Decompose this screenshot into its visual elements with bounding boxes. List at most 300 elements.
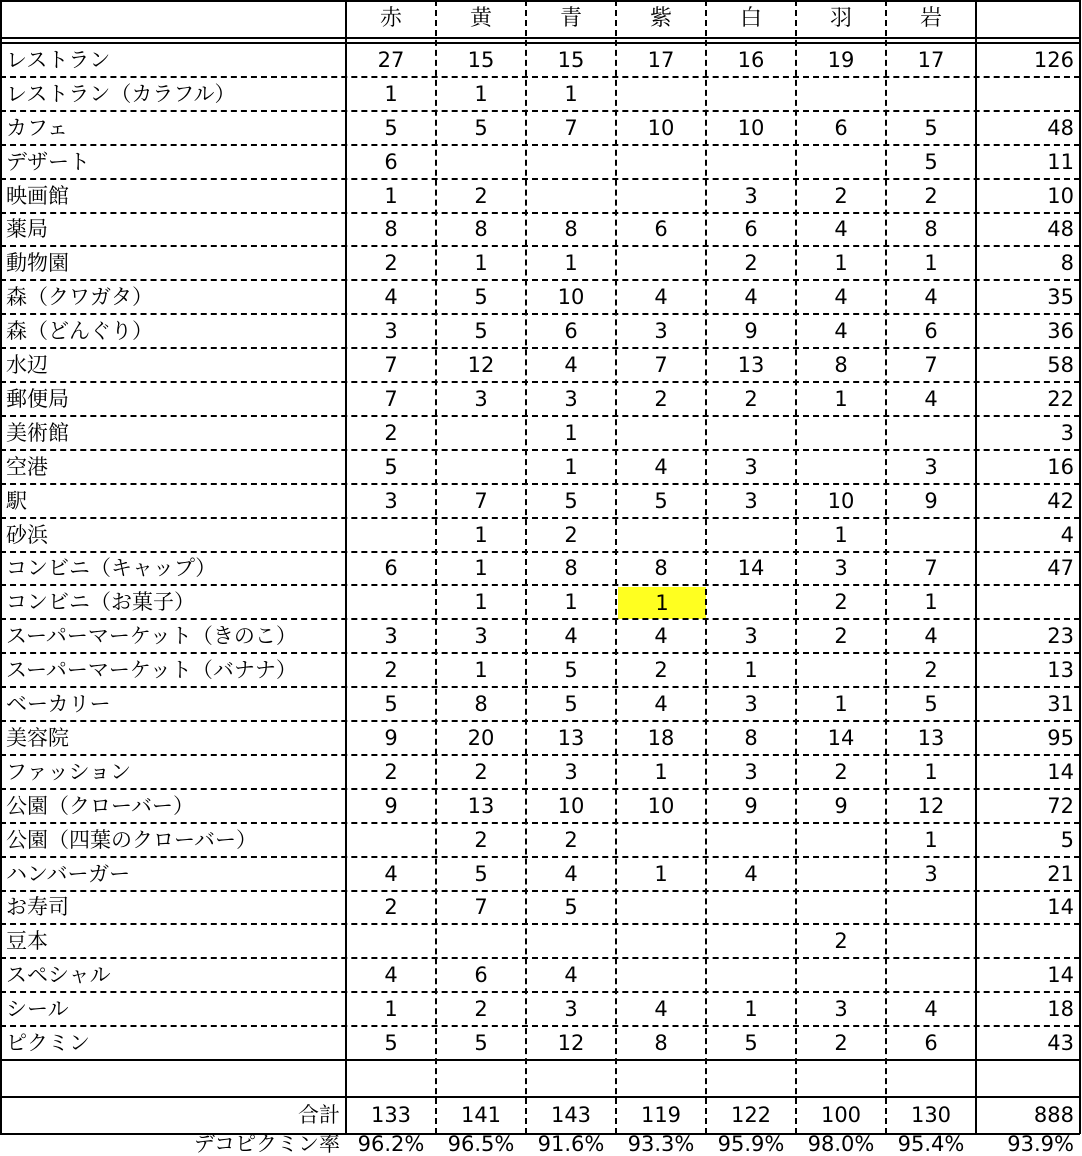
value-cell[interactable] (706, 518, 796, 552)
value-cell[interactable]: 1 (474, 657, 488, 682)
summary-value-cell[interactable]: 96.2% (357, 1132, 425, 1156)
grid-line-horizontal (0, 551, 1080, 553)
value-cell[interactable]: 5 (654, 488, 668, 513)
value-cell[interactable]: 8 (474, 691, 488, 716)
value-cell[interactable]: 2 (474, 996, 488, 1021)
value-cell[interactable]: 13 (467, 793, 495, 818)
value-cell[interactable]: 1 (654, 861, 668, 886)
row-total-cell[interactable]: 16 (1047, 454, 1074, 479)
value-cell[interactable]: 13 (737, 352, 765, 377)
value-cell[interactable] (436, 924, 526, 958)
row-total-cell[interactable]: 4 (1060, 522, 1074, 547)
value-cell[interactable]: 8 (654, 1030, 668, 1055)
value-cell[interactable]: 1 (924, 250, 938, 275)
row-total-cell[interactable]: 5 (1060, 827, 1074, 852)
value-cell[interactable]: 5 (474, 284, 488, 309)
value-cell[interactable]: 18 (647, 725, 675, 750)
grid-line-horizontal (0, 37, 1080, 39)
value-cell[interactable]: 2 (834, 623, 848, 648)
value-cell[interactable]: 2 (474, 827, 488, 852)
value-cell[interactable]: 12 (557, 1030, 585, 1055)
value-cell[interactable] (886, 416, 976, 450)
row-total-cell[interactable]: 31 (1047, 691, 1074, 716)
value-cell[interactable]: 4 (654, 454, 668, 479)
summary-value-cell[interactable]: 130 (910, 1103, 952, 1127)
value-cell[interactable]: 1 (474, 81, 488, 106)
header-color-cell[interactable]: 白 (739, 6, 762, 31)
value-cell[interactable]: 4 (564, 861, 578, 886)
value-cell[interactable]: 4 (834, 318, 848, 343)
value-cell[interactable] (436, 145, 526, 179)
value-cell[interactable]: 7 (384, 352, 398, 377)
row-total-cell[interactable]: 22 (1047, 386, 1074, 411)
value-cell[interactable]: 9 (924, 488, 938, 513)
row-label-cell[interactable]: レストラン (6, 47, 111, 72)
summary-value-cell[interactable]: 100 (820, 1103, 862, 1127)
value-cell[interactable] (616, 179, 706, 213)
value-cell[interactable]: 4 (834, 284, 848, 309)
value-cell[interactable]: 5 (384, 1030, 398, 1055)
value-cell[interactable]: 3 (924, 861, 938, 886)
summary-value-cell[interactable]: 122 (730, 1103, 772, 1127)
header-color-cell[interactable]: 羽 (829, 6, 852, 31)
value-cell[interactable]: 7 (924, 556, 938, 580)
value-cell[interactable]: 16 (737, 47, 765, 72)
row-label-cell[interactable]: スーパーマーケット（バナナ） (6, 657, 297, 682)
value-cell[interactable]: 4 (564, 962, 578, 987)
value-cell[interactable] (706, 924, 796, 958)
row-label-cell[interactable]: コンビニ（キャップ） (6, 556, 217, 580)
value-cell[interactable]: 8 (564, 217, 578, 241)
value-cell[interactable] (436, 450, 526, 484)
row-label-cell[interactable]: 薬局 (6, 217, 48, 241)
value-cell[interactable] (706, 585, 796, 619)
value-cell[interactable]: 2 (924, 183, 938, 208)
value-cell[interactable]: 3 (744, 488, 758, 513)
value-cell[interactable]: 1 (564, 420, 578, 445)
value-cell[interactable]: 8 (654, 556, 668, 580)
header-color-cell[interactable]: 黄 (469, 6, 492, 31)
row-label-cell[interactable]: 美術館 (6, 420, 69, 445)
value-cell[interactable]: 4 (924, 623, 938, 648)
row-total-cell[interactable]: 13 (1047, 657, 1074, 682)
row-total-cell[interactable]: 14 (1047, 759, 1074, 784)
row-total-cell[interactable]: 11 (1047, 149, 1074, 174)
value-cell[interactable]: 5 (564, 657, 578, 682)
summary-label-cell[interactable]: デコピクミン率 (193, 1132, 340, 1156)
value-cell[interactable] (886, 924, 976, 958)
value-cell[interactable] (796, 653, 886, 687)
value-cell[interactable]: 2 (924, 657, 938, 682)
value-cell[interactable]: 3 (474, 623, 488, 648)
value-cell[interactable]: 4 (744, 284, 758, 309)
value-cell[interactable]: 2 (384, 895, 398, 919)
value-cell[interactable] (526, 145, 616, 179)
value-cell[interactable] (796, 958, 886, 992)
value-cell[interactable]: 6 (384, 149, 398, 174)
value-cell[interactable]: 9 (384, 725, 398, 750)
value-cell[interactable]: 2 (474, 759, 488, 784)
value-cell[interactable]: 5 (564, 488, 578, 513)
row-total-cell[interactable]: 35 (1047, 284, 1074, 309)
row-total-cell[interactable]: 10 (1047, 183, 1074, 208)
row-total-cell[interactable]: 18 (1047, 996, 1074, 1021)
summary-total-cell[interactable]: 93.9% (1007, 1132, 1074, 1156)
row-label-cell[interactable]: 公園（四葉のクローバー） (6, 827, 257, 852)
value-cell[interactable]: 7 (474, 895, 488, 919)
value-cell[interactable]: 1 (474, 522, 488, 547)
value-cell[interactable]: 2 (744, 250, 758, 275)
value-cell[interactable]: 1 (564, 250, 578, 275)
row-total-cell[interactable]: 58 (1047, 352, 1074, 377)
value-cell[interactable]: 4 (654, 691, 668, 716)
value-cell[interactable]: 9 (744, 318, 758, 343)
value-cell[interactable]: 4 (384, 861, 398, 886)
value-cell[interactable]: 4 (924, 996, 938, 1021)
value-cell[interactable]: 5 (474, 861, 488, 886)
row-total-cell[interactable]: 72 (1047, 793, 1074, 818)
value-cell[interactable]: 4 (654, 284, 668, 309)
value-cell[interactable]: 1 (384, 81, 398, 106)
value-cell[interactable]: 4 (564, 623, 578, 648)
value-cell[interactable]: 1 (474, 589, 488, 614)
row-label-cell[interactable]: スペシャル (6, 962, 111, 987)
value-cell[interactable] (796, 891, 886, 924)
value-cell[interactable]: 2 (384, 759, 398, 784)
value-cell[interactable] (796, 145, 886, 179)
row-label-cell[interactable]: ファッション (6, 759, 132, 784)
value-cell[interactable]: 13 (917, 725, 945, 750)
value-cell[interactable]: 5 (474, 115, 488, 140)
value-cell[interactable]: 3 (834, 996, 848, 1021)
value-cell[interactable] (616, 246, 706, 280)
value-cell[interactable] (346, 518, 436, 552)
row-label-cell[interactable]: レストラン（カラフル） (6, 81, 236, 106)
row-label-cell[interactable]: ハンバーガー (6, 861, 131, 886)
value-cell[interactable]: 6 (834, 115, 848, 140)
value-cell[interactable]: 7 (564, 115, 578, 140)
header-total-cell[interactable] (976, 0, 1080, 38)
value-cell[interactable]: 2 (654, 386, 668, 411)
value-cell[interactable]: 4 (924, 284, 938, 309)
value-cell[interactable]: 8 (564, 556, 578, 580)
row-total-cell[interactable]: 47 (1047, 556, 1074, 580)
value-cell[interactable] (706, 416, 796, 450)
value-cell[interactable]: 7 (654, 352, 668, 377)
value-cell[interactable] (706, 891, 796, 924)
row-label-cell[interactable]: 豆本 (6, 928, 48, 953)
row-total-cell[interactable]: 95 (1047, 725, 1074, 750)
header-color-cell[interactable]: 青 (559, 6, 582, 31)
value-cell[interactable]: 2 (654, 657, 668, 682)
grid-line-horizontal (0, 1133, 1080, 1135)
value-cell[interactable]: 1 (618, 587, 706, 619)
value-cell[interactable] (616, 823, 706, 857)
value-cell[interactable]: 3 (384, 488, 398, 513)
value-cell[interactable]: 5 (384, 691, 398, 716)
value-cell[interactable]: 2 (834, 589, 848, 614)
value-cell[interactable]: 4 (834, 217, 848, 241)
value-cell[interactable]: 10 (647, 115, 675, 140)
value-cell[interactable]: 5 (744, 1030, 758, 1055)
value-cell[interactable]: 7 (924, 352, 938, 377)
value-cell[interactable]: 10 (557, 793, 585, 818)
value-cell[interactable] (346, 823, 436, 857)
value-cell[interactable] (706, 145, 796, 179)
summary-value-cell[interactable]: 98.0% (807, 1132, 875, 1156)
value-cell[interactable]: 5 (474, 318, 488, 343)
summary-value-cell[interactable]: 143 (550, 1103, 592, 1127)
value-cell[interactable]: 20 (467, 725, 495, 750)
value-cell[interactable]: 14 (737, 556, 765, 580)
value-cell[interactable]: 1 (474, 250, 488, 275)
value-cell[interactable]: 5 (924, 691, 938, 716)
value-cell[interactable]: 2 (744, 386, 758, 411)
value-cell[interactable]: 8 (744, 725, 758, 750)
row-total-cell[interactable]: 48 (1047, 115, 1074, 140)
value-cell[interactable]: 6 (384, 556, 398, 580)
value-cell[interactable]: 1 (834, 522, 848, 547)
row-total-cell[interactable]: 3 (1060, 420, 1074, 445)
value-cell[interactable]: 3 (834, 556, 848, 580)
value-cell[interactable] (346, 585, 436, 619)
value-cell[interactable]: 4 (384, 962, 398, 987)
row-label-cell[interactable]: 駅 (6, 488, 27, 513)
summary-value-cell[interactable]: 95.4% (897, 1132, 965, 1156)
value-cell[interactable]: 1 (564, 589, 578, 614)
row-label-cell[interactable]: 森（どんぐり） (6, 318, 153, 343)
summary-value-cell[interactable]: 93.3% (627, 1132, 695, 1156)
row-label-cell[interactable]: 動物園 (6, 250, 69, 275)
value-cell[interactable]: 7 (384, 386, 398, 411)
value-cell[interactable]: 6 (924, 1030, 938, 1055)
value-cell[interactable]: 6 (474, 962, 488, 987)
value-cell[interactable]: 1 (564, 81, 578, 106)
value-cell[interactable]: 3 (744, 454, 758, 479)
value-cell[interactable]: 9 (834, 793, 848, 818)
value-cell[interactable] (796, 450, 886, 484)
value-cell[interactable]: 4 (564, 352, 578, 377)
value-cell[interactable] (436, 416, 526, 450)
value-cell[interactable] (886, 958, 976, 992)
value-cell[interactable] (616, 77, 706, 111)
value-cell[interactable]: 14 (827, 725, 855, 750)
value-cell[interactable] (796, 857, 886, 891)
summary-value-cell[interactable]: 95.9% (717, 1132, 785, 1156)
header-color-cell[interactable]: 岩 (919, 6, 942, 31)
row-total-cell[interactable] (976, 77, 1080, 111)
value-cell[interactable] (346, 924, 436, 958)
value-cell[interactable]: 10 (647, 793, 675, 818)
value-cell[interactable] (526, 179, 616, 213)
value-cell[interactable]: 1 (924, 827, 938, 852)
value-cell[interactable] (526, 924, 616, 958)
value-cell[interactable] (886, 77, 976, 111)
row-total-cell[interactable]: 126 (1033, 47, 1074, 72)
value-cell[interactable]: 2 (384, 657, 398, 682)
value-cell[interactable]: 1 (834, 250, 848, 275)
row-label-cell[interactable]: 空港 (6, 454, 48, 479)
value-cell[interactable] (706, 958, 796, 992)
value-cell[interactable]: 8 (834, 352, 848, 377)
value-cell[interactable]: 13 (557, 725, 585, 750)
value-cell[interactable]: 6 (654, 217, 668, 241)
value-cell[interactable]: 3 (384, 318, 398, 343)
value-cell[interactable]: 1 (564, 454, 578, 479)
value-cell[interactable]: 4 (654, 996, 668, 1021)
value-cell[interactable]: 1 (924, 759, 938, 784)
value-cell[interactable]: 9 (384, 793, 398, 818)
value-cell[interactable]: 6 (924, 318, 938, 343)
value-cell[interactable]: 1 (834, 386, 848, 411)
row-total-cell[interactable]: 48 (1047, 217, 1074, 241)
summary-label-cell[interactable]: 合計 (298, 1103, 340, 1127)
summary-value-cell[interactable]: 119 (640, 1103, 682, 1127)
value-cell[interactable]: 1 (654, 759, 668, 784)
row-total-cell[interactable]: 8 (1060, 250, 1074, 275)
value-cell[interactable]: 2 (384, 250, 398, 275)
summary-value-cell[interactable]: 91.6% (537, 1132, 605, 1156)
row-label-cell[interactable]: 森（クワガタ） (6, 284, 153, 309)
value-cell[interactable]: 10 (557, 284, 585, 309)
summary-value-cell[interactable]: 133 (370, 1103, 412, 1127)
row-label-cell[interactable]: 砂浜 (6, 522, 48, 547)
row-total-cell[interactable]: 42 (1047, 488, 1074, 513)
value-cell[interactable] (616, 958, 706, 992)
value-cell[interactable] (706, 77, 796, 111)
header-color-cell[interactable]: 紫 (649, 6, 672, 31)
value-cell[interactable]: 7 (474, 488, 488, 513)
value-cell[interactable]: 3 (384, 623, 398, 648)
value-cell[interactable]: 27 (377, 47, 405, 72)
header-corner-cell[interactable] (0, 0, 346, 38)
summary-value-cell[interactable]: 141 (460, 1103, 502, 1127)
value-cell[interactable]: 17 (917, 47, 945, 72)
value-cell[interactable]: 3 (744, 183, 758, 208)
value-cell[interactable]: 2 (834, 1030, 848, 1055)
row-label-cell[interactable]: 映画館 (6, 183, 69, 208)
row-label-cell[interactable]: ピクミン (6, 1030, 90, 1055)
value-cell[interactable]: 19 (827, 47, 855, 72)
row-label-cell[interactable]: お寿司 (6, 895, 69, 919)
value-cell[interactable]: 5 (384, 454, 398, 479)
row-total-cell[interactable]: 14 (1047, 895, 1074, 919)
row-label-cell[interactable]: ベーカリー (6, 691, 111, 716)
value-cell[interactable]: 4 (744, 861, 758, 886)
value-cell[interactable]: 3 (564, 386, 578, 411)
value-cell[interactable]: 1 (834, 691, 848, 716)
row-label-cell[interactable]: シール (6, 996, 69, 1021)
value-cell[interactable]: 9 (744, 793, 758, 818)
row-label-cell[interactable]: スーパーマーケット（きのこ） (6, 623, 297, 648)
value-cell[interactable]: 2 (564, 827, 578, 852)
value-cell[interactable]: 1 (384, 996, 398, 1021)
row-total-cell[interactable]: 43 (1047, 1030, 1074, 1055)
value-cell[interactable]: 3 (744, 691, 758, 716)
value-cell[interactable]: 10 (827, 488, 855, 513)
value-cell[interactable]: 10 (737, 115, 765, 140)
row-label-cell[interactable]: 郵便局 (6, 386, 69, 411)
value-cell[interactable]: 8 (384, 217, 398, 241)
value-cell[interactable]: 15 (467, 47, 495, 72)
value-cell[interactable]: 3 (654, 318, 668, 343)
row-total-cell[interactable]: 23 (1047, 623, 1074, 648)
value-cell[interactable]: 4 (924, 386, 938, 411)
value-cell[interactable] (616, 891, 706, 924)
summary-value-cell[interactable]: 96.5% (447, 1132, 515, 1156)
row-label-cell[interactable]: コンビニ（お菓子） (6, 589, 195, 614)
value-cell[interactable]: 8 (924, 217, 938, 241)
row-total-cell[interactable]: 14 (1047, 962, 1074, 987)
value-cell[interactable] (886, 891, 976, 924)
value-cell[interactable] (706, 823, 796, 857)
value-cell[interactable]: 3 (564, 996, 578, 1021)
value-cell[interactable] (796, 823, 886, 857)
value-cell[interactable]: 2 (834, 928, 848, 953)
value-cell[interactable]: 12 (467, 352, 495, 377)
value-cell[interactable]: 2 (474, 183, 488, 208)
value-cell[interactable]: 2 (384, 420, 398, 445)
header-color-cell[interactable]: 赤 (379, 6, 402, 31)
row-total-cell[interactable]: 36 (1047, 318, 1074, 343)
value-cell[interactable]: 3 (744, 623, 758, 648)
value-cell[interactable]: 3 (924, 454, 938, 479)
value-cell[interactable]: 2 (834, 183, 848, 208)
summary-total-cell[interactable]: 888 (1033, 1103, 1074, 1127)
row-label-cell[interactable]: 美容院 (6, 725, 69, 750)
row-label-cell[interactable]: カフェ (6, 115, 68, 140)
value-cell[interactable]: 3 (474, 386, 488, 411)
value-cell[interactable]: 3 (744, 759, 758, 784)
value-cell[interactable]: 5 (564, 691, 578, 716)
value-cell[interactable]: 1 (924, 589, 938, 614)
value-cell[interactable]: 1 (474, 556, 488, 580)
value-cell[interactable] (616, 145, 706, 179)
row-total-cell[interactable] (976, 924, 1080, 958)
row-label-cell[interactable]: 水辺 (6, 352, 48, 377)
value-cell[interactable]: 12 (917, 793, 945, 818)
value-cell[interactable]: 4 (654, 623, 668, 648)
value-cell[interactable] (796, 416, 886, 450)
value-cell[interactable]: 1 (744, 657, 758, 682)
value-cell[interactable]: 6 (564, 318, 578, 343)
value-cell[interactable]: 15 (557, 47, 585, 72)
value-cell[interactable] (616, 518, 706, 552)
value-cell[interactable]: 4 (384, 284, 398, 309)
value-cell[interactable]: 1 (384, 183, 398, 208)
value-cell[interactable]: 2 (834, 759, 848, 784)
row-label-cell[interactable]: 公園（クローバー） (6, 793, 194, 818)
value-cell[interactable]: 3 (564, 759, 578, 784)
value-cell[interactable] (886, 518, 976, 552)
value-cell[interactable]: 8 (474, 217, 488, 241)
value-cell[interactable] (616, 416, 706, 450)
value-cell[interactable]: 2 (564, 522, 578, 547)
value-cell[interactable]: 1 (744, 996, 758, 1021)
value-cell[interactable] (616, 924, 706, 958)
value-cell[interactable]: 5 (564, 895, 578, 919)
value-cell[interactable] (796, 77, 886, 111)
value-cell[interactable]: 17 (647, 47, 675, 72)
value-cell[interactable]: 5 (924, 115, 938, 140)
row-total-cell[interactable]: 21 (1047, 861, 1074, 886)
value-cell[interactable]: 5 (384, 115, 398, 140)
value-cell[interactable]: 5 (474, 1030, 488, 1055)
row-label-cell[interactable]: デザート (6, 149, 90, 174)
value-cell[interactable]: 6 (744, 217, 758, 241)
row-total-cell[interactable] (976, 585, 1080, 619)
value-cell[interactable]: 5 (924, 149, 938, 174)
